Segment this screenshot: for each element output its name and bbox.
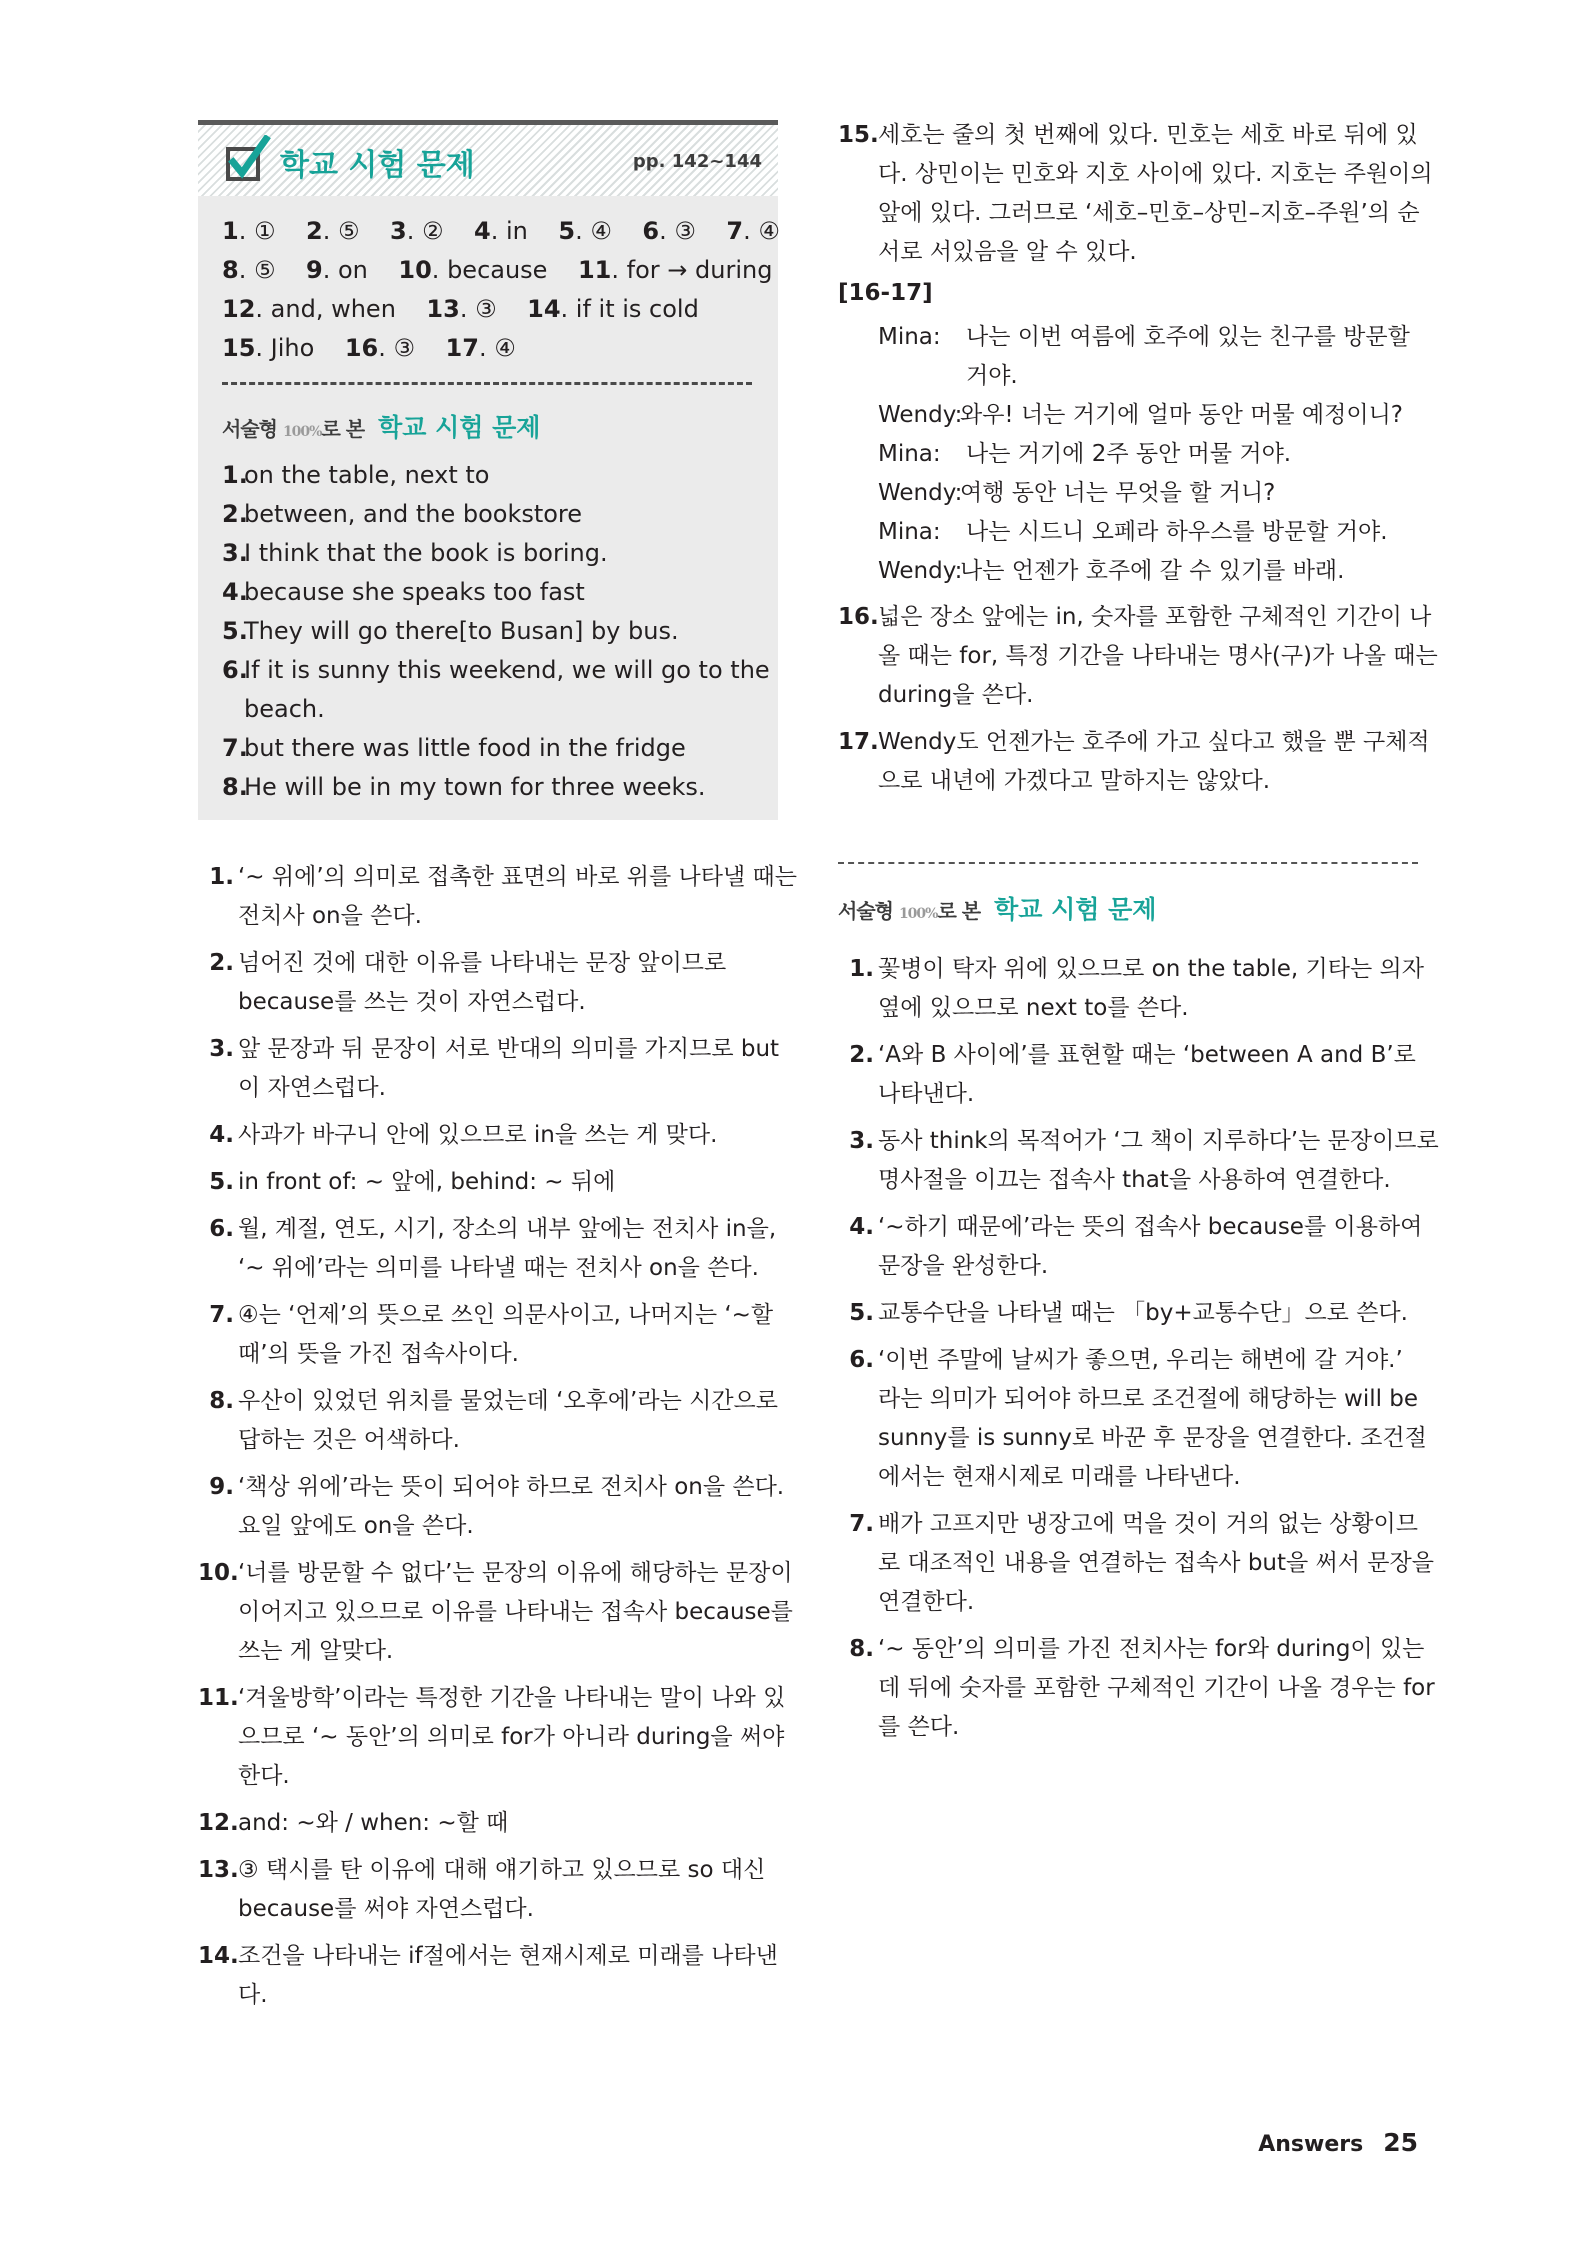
- written-answer-text: If it is sunny this weekend, we will go to the: [244, 656, 770, 684]
- dialog-text: 와우! 너는 거기에 얼마 동안 머물 예정이니?: [960, 402, 1403, 428]
- written-explanation-item: [838, 1122, 1439, 1200]
- explanation-item-line: ③ 택시를 탄 이유에 대해 얘기하고 있으므로 so 대신: [238, 1857, 766, 1883]
- explanation-item-text: [878, 116, 1433, 272]
- written-explanation-item-number: 7.: [849, 1511, 874, 1537]
- dialog-line: [878, 474, 1410, 513]
- quick-answer-value: ⑤: [337, 217, 360, 245]
- written-explanation-item-line: ‘A와 B 사이에’를 표현할 때는 ‘between A and B’로: [878, 1042, 1416, 1068]
- written-answer-item: [222, 534, 770, 573]
- explanation-item-text: [238, 1116, 717, 1155]
- quick-answer-value: if it is cold: [575, 295, 699, 323]
- explanation-item-line: 사과가 바구니 안에 있으므로 in을 쓰는 게 맞다.: [238, 1122, 718, 1148]
- explanation-item-line: because를 쓰는 것이 자연스럽다.: [238, 989, 586, 1015]
- answer-box-header: [198, 120, 778, 196]
- written-explanation-item-line: 나타낸다.: [878, 1081, 975, 1107]
- written-explanation-item-number-value: 8: [849, 1636, 866, 1662]
- explanation-item: [198, 1030, 797, 1108]
- dialog-line: [878, 552, 1410, 591]
- written-answer-text: beach.: [244, 695, 325, 723]
- explanation-item-line: ‘책상 위에’라는 뜻이 되어야 하므로 전치사 on을 쓴다.: [238, 1474, 785, 1500]
- written-explanation-item-line: 에서는 현재시제로 미래를 나타낸다.: [878, 1464, 1241, 1490]
- written-explanation-item-number: 5.: [849, 1300, 874, 1326]
- explanation-item-number-value: 7: [209, 1302, 226, 1328]
- dialog-heading: [16-17]: [838, 280, 933, 306]
- quick-answer-value: on: [337, 256, 368, 284]
- explanation-item-number-value: 15: [838, 122, 871, 148]
- written-explanation-item: [838, 1208, 1439, 1286]
- quick-answer-row: 12. and, when 13. ③ 14. if it is cold: [222, 295, 699, 323]
- explanation-item-number: 8.: [209, 1388, 234, 1414]
- written-section-heading-right: [838, 890, 1156, 926]
- explanation-item-line: 서로 서있음을 알 수 있다.: [878, 239, 1137, 265]
- explanation-item-line: and: ~와 / when: ~할 때: [238, 1810, 509, 1836]
- quick-answer-value: because: [447, 256, 548, 284]
- quick-answer-value: Jiho: [270, 334, 315, 362]
- written-answer-number: 5.: [222, 617, 248, 645]
- explanation-item-line: 이 자연스럽다.: [238, 1075, 386, 1101]
- explanation-item-text: [238, 858, 797, 936]
- explanation-item-number-value: 3: [209, 1036, 226, 1062]
- written-answer-number: 3.: [222, 539, 248, 567]
- explanation-item: [838, 116, 1433, 272]
- dialog-transcript: [878, 318, 1410, 591]
- explanation-item-number: 4.: [209, 1122, 234, 1148]
- quick-answer-row: 8. ⑤ 9. on 10. because 11. for → during: [222, 256, 773, 284]
- explanation-item-line: 한다.: [238, 1763, 290, 1789]
- quick-answer-number: 1: [222, 217, 239, 245]
- written-explanation-item-number: 8.: [849, 1636, 874, 1662]
- explanation-item-line: 세호는 줄의 첫 번째에 있다. 민호는 세호 바로 뒤에 있: [878, 122, 1418, 148]
- footer-label: Answers: [1258, 2132, 1364, 2157]
- explanation-item-line: 월, 계절, 연도, 시기, 장소의 내부 앞에는 전치사 in을,: [238, 1216, 777, 1242]
- written-explanation-item-text: [878, 1036, 1416, 1114]
- explanation-item-line: 다.: [238, 1982, 268, 2008]
- explanation-item: [198, 1937, 797, 2015]
- written-answer-number: [222, 690, 244, 729]
- explanation-item: [198, 1804, 797, 1843]
- dashed-divider: [222, 382, 752, 385]
- checkbox-check-icon: [222, 135, 272, 185]
- written-section-heading: [222, 408, 540, 444]
- written-explanation-item-line: 옆에 있으므로 next to를 쓴다.: [878, 995, 1189, 1021]
- explanation-item-text: [878, 723, 1430, 801]
- explanation-item-line: in front of: ~ 앞에, behind: ~ 뒤에: [238, 1169, 616, 1195]
- written-explanation-item-text: [878, 950, 1424, 1028]
- quick-answer-list: [222, 212, 780, 368]
- written-answer-item: [222, 495, 770, 534]
- explanation-item-line: ‘~ 위에’라는 의미를 나타낼 때는 전치사 on을 쓴다.: [238, 1255, 759, 1281]
- explanation-item-line: 이어지고 있으므로 이유를 나타내는 접속사 because를: [238, 1599, 793, 1625]
- explanation-item: [198, 858, 797, 936]
- explanation-item-text: [238, 1679, 785, 1796]
- written-section-title: 학교 시험 문제: [994, 895, 1157, 924]
- explanation-item-number-value: 9: [209, 1474, 226, 1500]
- explanation-item-number: 17.: [838, 729, 879, 755]
- explanation-item: [198, 1382, 797, 1460]
- dialog-text: 나는 이번 여름에 호주에 있는 친구를 방문할: [966, 324, 1410, 350]
- explanation-item-number-value: 12: [198, 1810, 231, 1836]
- explanation-item-line: 올 때는 for, 특정 기간을 나타내는 명사(구)가 나올 때는: [878, 643, 1438, 669]
- explanation-item-text: [238, 1468, 784, 1546]
- written-explanation-item-text: [878, 1341, 1427, 1497]
- written-answer-text: on the table, next to: [244, 461, 490, 489]
- written-explanation-item: [838, 1505, 1439, 1622]
- explanation-item: [198, 944, 797, 1022]
- written-answer-item: [222, 690, 770, 729]
- explanation-item-number-value: 13: [198, 1857, 231, 1883]
- quick-answer-number: 10: [398, 256, 432, 284]
- written-logo: 서술형 100%로 본: [222, 417, 365, 441]
- written-answer-text: He will be in my town for three weeks.: [244, 773, 706, 801]
- page-number: 25: [1383, 2128, 1418, 2157]
- dialog-speaker: Wendy:: [878, 402, 963, 428]
- written-explanation-item-line: ‘~ 동안’의 의미를 가진 전치사는 for와 during이 있는: [878, 1636, 1425, 1662]
- written-explanation-item: [838, 1341, 1439, 1497]
- written-explanation-item-line: ‘이번 주말에 날씨가 좋으면, 우리는 해변에 갈 거야.’: [878, 1347, 1403, 1373]
- written-answer-text: They will go there[to Busan] by bus.: [244, 617, 679, 645]
- written-answer-number: 8.: [222, 773, 248, 801]
- explanation-item: [198, 1163, 797, 1202]
- explanation-item-number: 15.: [838, 122, 879, 148]
- quick-answer-number: 4: [474, 217, 491, 245]
- written-explanation-item-line: 연결한다.: [878, 1589, 975, 1615]
- explanation-item-text: [238, 1937, 778, 2015]
- dialog-text: 여행 동안 너는 무엇을 할 거니?: [960, 480, 1276, 506]
- quick-answer-value: for → during: [626, 256, 773, 284]
- explanation-item: [198, 1554, 797, 1671]
- quick-answer-value: ④: [758, 217, 780, 245]
- quick-answer-number: 2: [306, 217, 323, 245]
- written-explanation-item-number-value: 4: [849, 1214, 866, 1240]
- dialog-speaker: Mina:: [878, 324, 941, 350]
- explanation-item-text: [238, 1851, 765, 1929]
- written-explanation-item: [838, 1630, 1439, 1747]
- explanation-item-number-value: 11: [198, 1685, 231, 1711]
- explanation-item-number: 16.: [838, 604, 879, 630]
- written-answer-text: between, and the bookstore: [244, 500, 583, 528]
- explanation-item-number: 6.: [209, 1216, 234, 1242]
- explanation-item-number-value: 17: [838, 729, 871, 755]
- explanation-item-text: [238, 944, 726, 1022]
- explanation-item-number-value: 5: [209, 1169, 226, 1195]
- written-explanation-item-number: 2.: [849, 1042, 874, 1068]
- quick-answer-number: 15: [222, 334, 256, 362]
- written-explanation-item-line: sunny를 is sunny로 바꾼 후 문장을 연결한다. 조건절: [878, 1425, 1427, 1451]
- written-explanation-item-line: 동사 think의 목적어가 ‘그 책이 지루하다’는 문장이므로: [878, 1128, 1439, 1154]
- explanation-item-line: 요일 앞에도 on을 쓴다.: [238, 1513, 474, 1539]
- explanation-item-number: 2.: [209, 950, 234, 976]
- written-section-title: 학교 시험 문제: [378, 413, 541, 442]
- written-answer-item: [222, 651, 770, 690]
- quick-answer-value: and, when: [270, 295, 396, 323]
- quick-answer-number: 8: [222, 256, 239, 284]
- written-explanation-item-text: [878, 1294, 1408, 1333]
- explanation-item-number-value: 6: [209, 1216, 226, 1242]
- written-explanation-item: [838, 950, 1439, 1028]
- quick-answer-value: ④: [494, 334, 516, 362]
- quick-answer-row: 1. ① 2. ⑤ 3. ② 4. in 5. ④ 6. ③ 7. ④: [222, 217, 780, 245]
- written-answer-number: 1.: [222, 461, 248, 489]
- explanation-item: [198, 1116, 797, 1155]
- written-explanation-item-number-value: 7: [849, 1511, 866, 1537]
- written-explanation-item-text: [878, 1208, 1422, 1286]
- quick-answer-number: 5: [558, 217, 576, 245]
- dialog-speaker: Mina:: [878, 519, 941, 545]
- written-answer-item: [222, 573, 770, 612]
- explanation-item-number-value: 14: [198, 1943, 231, 1969]
- dialog-text: 나는 시드니 오페라 하우스를 방문할 거야.: [966, 519, 1388, 545]
- explanation-item-line: during을 쓴다.: [878, 682, 1034, 708]
- written-answer-number: 4.: [222, 578, 248, 606]
- explanation-item-text: [238, 1804, 508, 1843]
- explanation-item-number: 13.: [198, 1857, 239, 1883]
- dialog-line: [878, 318, 1410, 357]
- written-explanation-item-number: 6.: [849, 1347, 874, 1373]
- page-range: pp. 142~144: [632, 151, 762, 172]
- quick-answer-value: in: [505, 217, 528, 245]
- dialog-line: [878, 357, 1410, 396]
- explanation-item-number: 14.: [198, 1943, 239, 1969]
- explanation-item: [198, 1679, 797, 1796]
- explanation-item-number-value: 16: [838, 604, 871, 630]
- written-explanation-list: [838, 950, 1439, 1755]
- written-explanation-item: [838, 1036, 1439, 1114]
- quick-answer-number: 9: [306, 256, 323, 284]
- explanation-item: [198, 1468, 797, 1546]
- explanation-item-line: because를 써야 자연스럽다.: [238, 1896, 534, 1922]
- explanation-item-number-value: 2: [209, 950, 226, 976]
- explanation-item-line: 조건을 나타내는 if절에서는 현재시제로 미래를 나타낸: [238, 1943, 778, 1969]
- written-explanation-item-number: 3.: [849, 1128, 874, 1154]
- explanation-item-text: [238, 1163, 615, 1202]
- written-explanation-item-line: 문장을 완성한다.: [878, 1253, 1049, 1279]
- written-explanation-item-line: 데 뒤에 숫자를 포함한 구체적인 기간이 나올 경우는 for: [878, 1675, 1435, 1701]
- explanation-item-text: [878, 598, 1438, 715]
- explanation-item-number: 3.: [209, 1036, 234, 1062]
- explanation-item-number: 9.: [209, 1474, 234, 1500]
- explanation-item-line: 우산이 있었던 위치를 물었는데 ‘오후에’라는 시간으로: [238, 1388, 778, 1414]
- dialog-speaker: Mina:: [878, 441, 941, 467]
- explanation-item-text: [238, 1210, 776, 1288]
- explanation-item-text: [238, 1554, 793, 1671]
- dialog-speaker: Wendy:: [878, 480, 963, 506]
- written-explanation-item-line: 라는 의미가 되어야 하므로 조건절에 해당하는 will be: [878, 1386, 1419, 1412]
- dialog-text: 거야.: [966, 363, 1018, 389]
- quick-answer-number: 17: [445, 334, 479, 362]
- written-explanation-item-line: ‘~하기 때문에’라는 뜻의 접속사 because를 이용하여: [878, 1214, 1423, 1240]
- quick-answer-value: ②: [421, 217, 444, 245]
- written-explanation-item-line: 로 대조적인 내용을 연결하는 접속사 but을 써서 문장을: [878, 1550, 1434, 1576]
- explanation-item-line: 앞에 있다. 그러므로 ‘세호–민호–상민–지호–주원’의 순: [878, 200, 1420, 226]
- written-explanation-item-line: 교통수단을 나타낼 때는 「by+교통수단」으로 쓴다.: [878, 1300, 1408, 1326]
- quick-answer-number: 11: [577, 256, 612, 284]
- written-answer-item: [222, 612, 770, 651]
- quick-answer-number: 16: [344, 334, 379, 362]
- quick-answer-value: ④: [590, 217, 612, 245]
- written-answer-list: [222, 456, 770, 807]
- explanation-item-number: 5.: [209, 1169, 234, 1195]
- explanation-item-number: 12.: [198, 1810, 239, 1836]
- explanation-item: [198, 1851, 797, 1929]
- quick-answer-value: ①: [253, 217, 276, 245]
- written-answer-number: 2.: [222, 500, 248, 528]
- written-explanation-item-text: [878, 1122, 1439, 1200]
- quick-answer-number: 13: [426, 295, 460, 323]
- quick-answer-row: 15. Jiho 16. ③ 17. ④: [222, 334, 516, 362]
- explanation-item: [198, 1296, 797, 1374]
- explanation-item: [838, 723, 1438, 801]
- explanation-item-number-value: 10: [198, 1560, 231, 1586]
- written-explanation-item-number-value: 3: [849, 1128, 866, 1154]
- written-explanation-item-number-value: 6: [849, 1347, 866, 1373]
- explanation-item-line: 때’의 뜻을 가진 접속사이다.: [238, 1341, 519, 1367]
- written-answer-text: I think that the book is boring.: [244, 539, 608, 567]
- explanation-item-line: ④는 ‘언제’의 뜻으로 쓰인 의문사이고, 나머지는 ‘~할: [238, 1302, 774, 1328]
- written-explanation-item-number-value: 1: [849, 956, 866, 982]
- quick-answer-number: 6: [642, 217, 660, 245]
- quick-answer-value: ③: [475, 295, 497, 323]
- explanation-item-line: 다. 상민이는 민호와 지호 사이에 있다. 지호는 주원이의: [878, 161, 1433, 187]
- written-logo: 서술형 100%로 본: [838, 899, 981, 923]
- written-answer-number: 6.: [222, 656, 248, 684]
- written-explanation-item-number: 4.: [849, 1214, 874, 1240]
- explanation-item-line: ‘~ 위에’의 의미로 접촉한 표면의 바로 위를 나타낼 때는: [238, 864, 797, 890]
- explanation-item-line: 넓은 장소 앞에는 in, 숫자를 포함한 구체적인 기간이 나: [878, 604, 1432, 630]
- left-explanation-list: [198, 858, 797, 2023]
- page-footer: [1258, 2128, 1418, 2157]
- quick-answer-number: 14: [527, 295, 561, 323]
- quick-answer-number: 7: [726, 217, 744, 245]
- answer-box: [198, 120, 778, 820]
- quick-answer-value: ⑤: [253, 256, 276, 284]
- explanation-item: [838, 598, 1438, 715]
- explanation-item-number: 10.: [198, 1560, 239, 1586]
- explanation-item-line: Wendy도 언젠가는 호주에 가고 싶다고 했을 뿐 구체적: [878, 729, 1430, 755]
- written-explanation-item-line: 명사절을 이끄는 접속사 that을 사용하여 연결한다.: [878, 1167, 1391, 1193]
- written-answer-number: 7.: [222, 734, 248, 762]
- explanation-item-number: 11.: [198, 1685, 239, 1711]
- explanation-item-line: ‘너를 방문할 수 없다’는 문장의 이유에 해당하는 문장이: [238, 1560, 793, 1586]
- explanation-item-text: [238, 1296, 773, 1374]
- written-explanation-item-number-value: 2: [849, 1042, 866, 1068]
- answer-box-title: 학교 시험 문제: [280, 148, 475, 183]
- explanation-item-number: 1.: [209, 864, 234, 890]
- written-explanation-item-number: 1.: [849, 956, 874, 982]
- dialog-speaker: Wendy:: [878, 558, 963, 584]
- dialog-text: 나는 거기에 2주 동안 머물 거야.: [966, 441, 1292, 467]
- explanation-item-number-value: 8: [209, 1388, 226, 1414]
- explanation-item: [198, 1210, 797, 1288]
- written-explanation-item-line: 를 쓴다.: [878, 1714, 960, 1740]
- explanation-item-line: 전치사 on을 쓴다.: [238, 903, 422, 929]
- explanation-item-number: 7.: [209, 1302, 234, 1328]
- written-answer-text: but there was little food in the fridge: [244, 734, 686, 762]
- dialog-line: [878, 396, 1410, 435]
- written-answer-item: [222, 768, 770, 807]
- explanation-item-line: 답하는 것은 어색하다.: [238, 1427, 460, 1453]
- dialog-line: [878, 513, 1410, 552]
- quick-answer-number: 12: [222, 295, 256, 323]
- dashed-divider: [838, 862, 1418, 864]
- written-answer-text: because she speaks too fast: [244, 578, 585, 606]
- dialog-line: [878, 435, 1410, 474]
- quick-answer-value: ③: [393, 334, 416, 362]
- written-answer-item: [222, 729, 770, 768]
- written-explanation-item-line: 꽃병이 탁자 위에 있으므로 on the table, 기타는 의자: [878, 956, 1424, 982]
- explanation-item-text: [238, 1030, 779, 1108]
- written-explanation-item-text: [878, 1630, 1435, 1747]
- right-mid-explanation-list: [838, 598, 1438, 809]
- quick-answer-value: ③: [674, 217, 696, 245]
- explanation-item-line: ‘겨울방학’이라는 특정한 기간을 나타내는 말이 나와 있: [238, 1685, 786, 1711]
- written-answer-item: [222, 456, 770, 495]
- explanation-item-line: 넘어진 것에 대한 이유를 나타내는 문장 앞이므로: [238, 950, 727, 976]
- written-explanation-item-number-value: 5: [849, 1300, 866, 1326]
- explanation-item-line: 앞 문장과 뒤 문장이 서로 반대의 의미를 가지므로 but: [238, 1036, 780, 1062]
- explanation-item-number-value: 4: [209, 1122, 226, 1148]
- quick-answer-number: 3: [390, 217, 407, 245]
- explanation-item-number-value: 1: [209, 864, 226, 890]
- explanation-item-line: 쓰는 게 알맞다.: [238, 1638, 394, 1664]
- written-explanation-item-text: [878, 1505, 1434, 1622]
- explanation-item-line: 으므로 ‘~ 동안’의 의미로 for가 아니라 during을 써야: [238, 1724, 785, 1750]
- explanation-item-text: [238, 1382, 778, 1460]
- explanation-item-line: 으로 내년에 가겠다고 말하지는 않았다.: [878, 768, 1271, 794]
- written-explanation-item: [838, 1294, 1439, 1333]
- dialog-text: 나는 언젠가 호주에 갈 수 있기를 바래.: [960, 558, 1345, 584]
- right-top-explanation-list: [838, 116, 1433, 280]
- written-explanation-item-line: 배가 고프지만 냉장고에 먹을 것이 거의 없는 상황이므: [878, 1511, 1418, 1537]
